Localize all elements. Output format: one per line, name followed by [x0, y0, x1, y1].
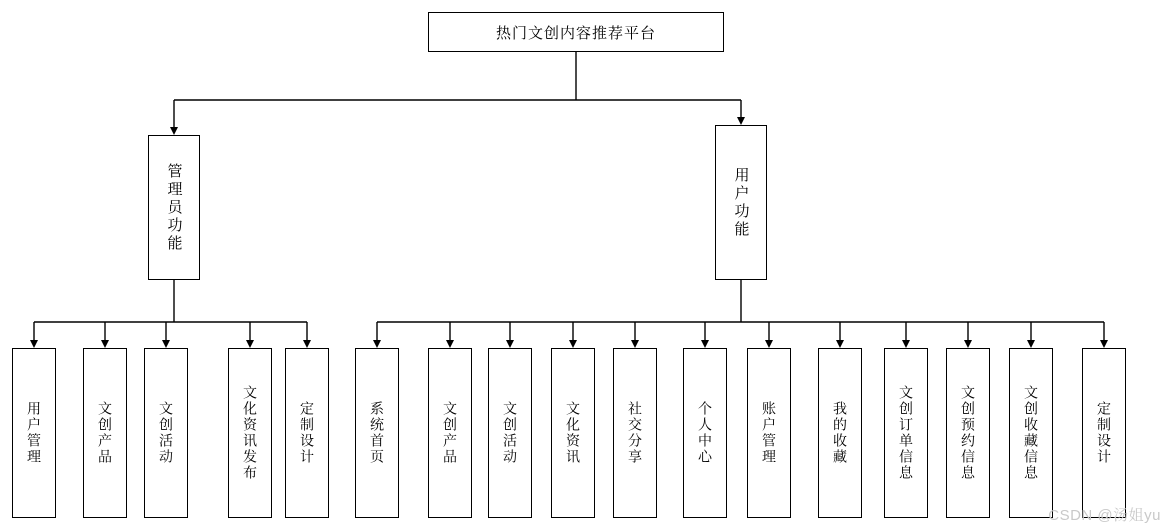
node-user-leaf-2[interactable] [428, 348, 472, 518]
node-user-leaf-10[interactable] [946, 348, 990, 518]
node-label: 系统首页 [369, 401, 385, 465]
watermark: CSDN @汤姐yu [1048, 507, 1161, 524]
node-label: 文创产品 [442, 401, 458, 465]
node-admin-leaf-5[interactable] [285, 348, 329, 518]
node-root[interactable] [428, 12, 724, 52]
node-branch-user-label: 用户功能 [732, 166, 750, 239]
node-label: 社交分享 [627, 401, 643, 465]
node-label: 文创预约信息 [960, 385, 976, 481]
node-label: 文创订单信息 [898, 385, 914, 481]
node-user-leaf-9[interactable] [884, 348, 928, 518]
node-label: 文化资讯发布 [242, 385, 258, 481]
node-branch-admin[interactable] [148, 135, 200, 280]
node-user-leaf-8[interactable] [818, 348, 862, 518]
node-root-label: 热门文创内容推荐平台 [495, 24, 656, 42]
node-admin-leaf-3[interactable] [144, 348, 188, 518]
node-label: 账户管理 [761, 401, 777, 465]
node-label: 文创活动 [502, 401, 518, 465]
node-user-leaf-3[interactable] [488, 348, 532, 518]
node-user-leaf-1[interactable] [355, 348, 399, 518]
node-user-leaf-12[interactable] [1082, 348, 1126, 518]
node-label: 文创活动 [158, 401, 174, 465]
node-user-leaf-5[interactable] [613, 348, 657, 518]
node-label: 用户管理 [26, 401, 42, 465]
node-admin-leaf-4[interactable] [228, 348, 272, 518]
node-label: 文创收藏信息 [1023, 385, 1039, 481]
node-label: 定制设计 [1096, 401, 1112, 465]
node-label: 文创产品 [97, 401, 113, 465]
node-user-leaf-11[interactable] [1009, 348, 1053, 518]
node-admin-leaf-2[interactable] [83, 348, 127, 518]
node-branch-user[interactable] [715, 125, 767, 280]
node-label: 定制设计 [299, 401, 315, 465]
node-label: 我的收藏 [832, 401, 848, 465]
node-admin-leaf-1[interactable] [12, 348, 56, 518]
node-label: 个人中心 [697, 401, 713, 465]
node-user-leaf-7[interactable] [747, 348, 791, 518]
node-user-leaf-6[interactable] [683, 348, 727, 518]
node-branch-admin-label: 管理员功能 [165, 162, 183, 253]
node-user-leaf-4[interactable] [551, 348, 595, 518]
node-label: 文化资讯 [565, 401, 581, 465]
